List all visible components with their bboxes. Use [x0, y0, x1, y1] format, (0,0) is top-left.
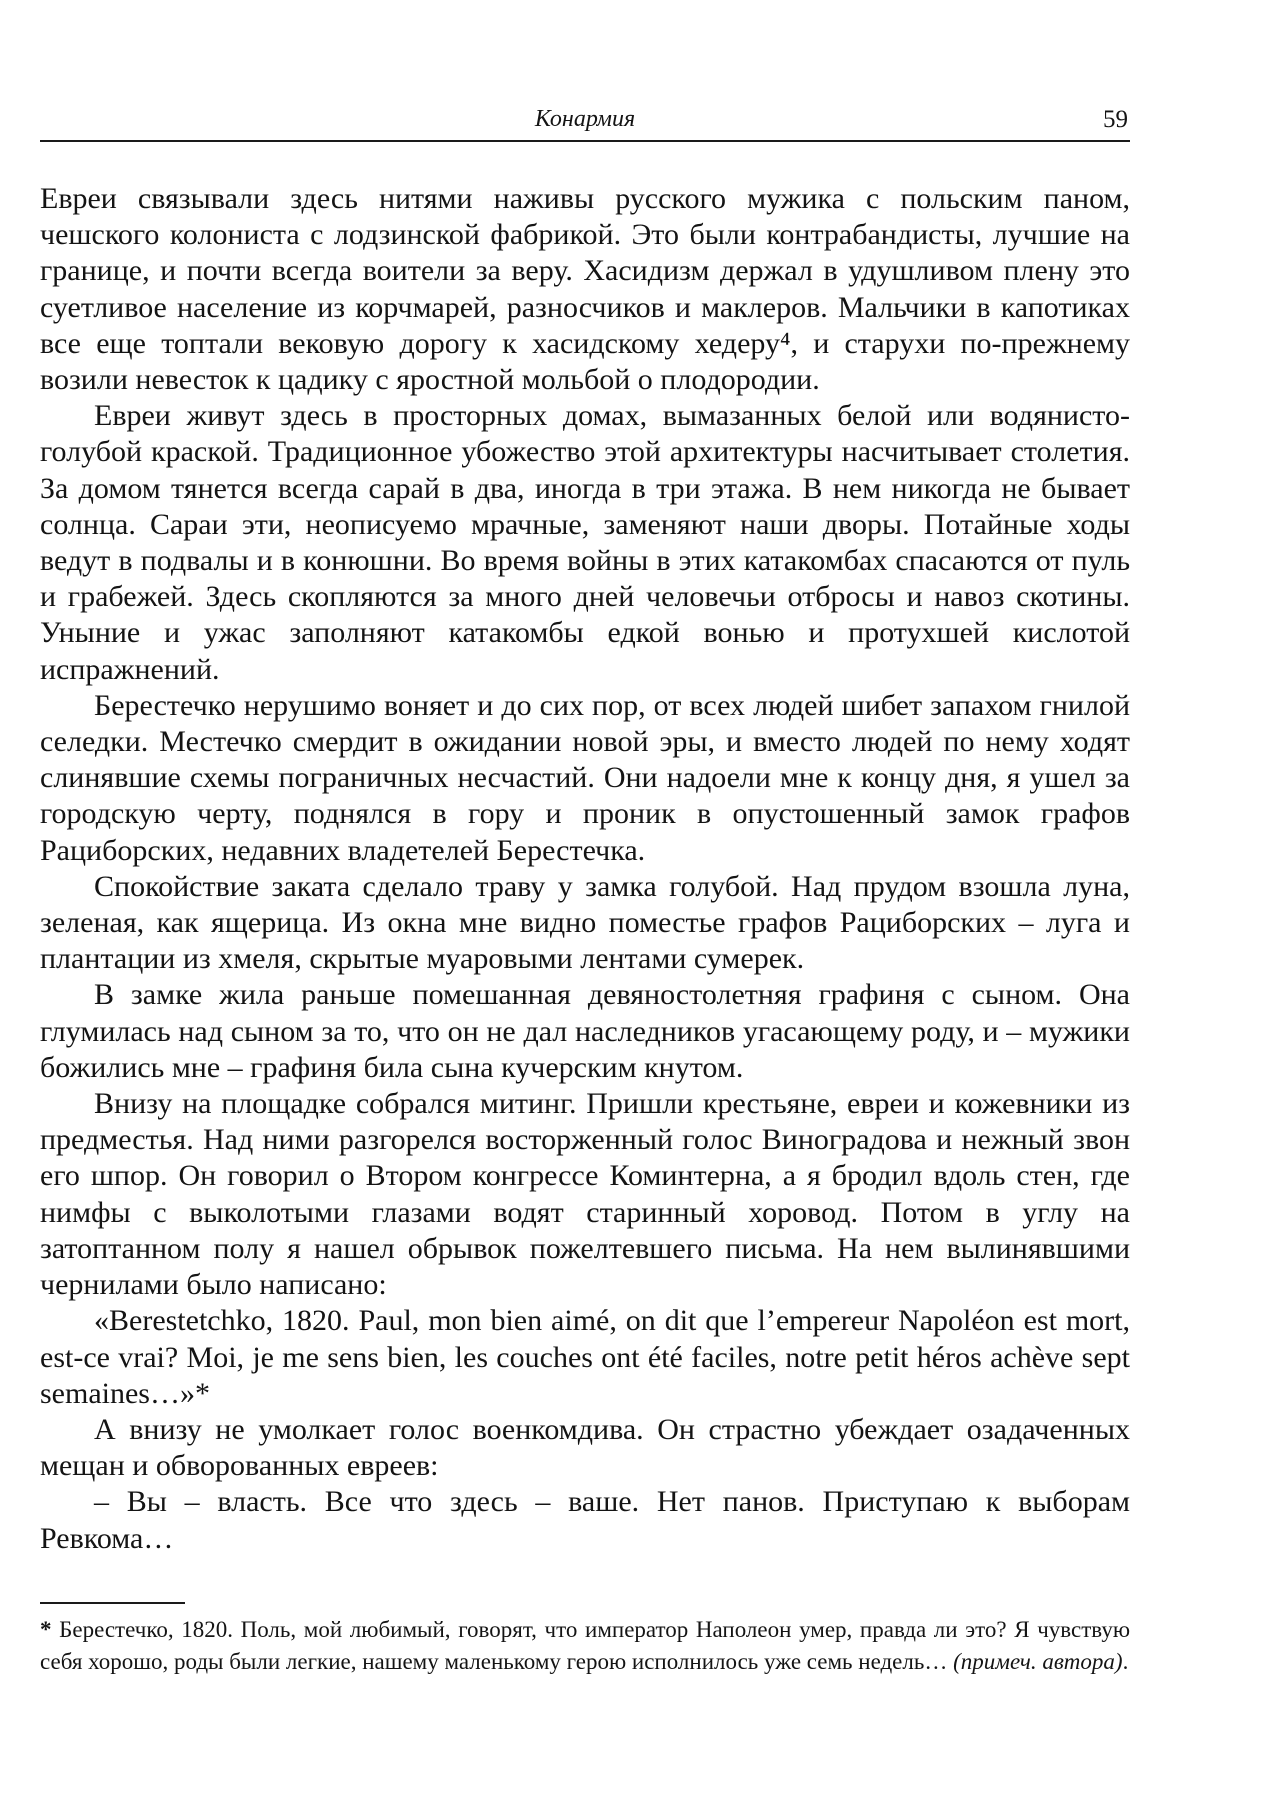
footnote	[40, 1614, 1130, 1678]
paragraph: Евреи живут здесь в просторных домах, вымазанных белой или водянисто-голубой краской. Традиционное убожество этой архитектуры насчитывает столетия. За домом тянется всегда сарай в два, иногда в три этажа. В нем никогда не бывает солнца. Сараи эти, неописуемо мрачные, заменяют наши дворы. Потайные ходы ведут в подвалы и в конюшни. Во время войны в этих катакомбах спасаются от пуль и грабежей. Здесь скопляются за много дней человечьи отбросы и навоз скотины. Уныние и ужас заполняют катакомбы едкой вонью и протухшей кислотой испражнений.	[40, 399, 1130, 686]
paragraph: Берестечко нерушимо воняет и до сих пор, от всех людей шибет запахом гнилой селедки. Местечко смердит в ожидании новой эры, и вместо людей по нему ходят слинявшие схемы пограничных несчастий. Они надоели мне к концу дня, я ушел за городскую черту, поднялся в гору и проник в опустошенный замок графов Рациборских, недавних владетелей Берестечка.	[40, 688, 1130, 867]
body-text	[40, 181, 1130, 1557]
running-title: Конармия	[534, 106, 636, 132]
paragraph: Евреи связывали здесь нитями наживы русского мужика с польским паном, чешского колониста с лодзинской фабрикой. Это были контрабандисты, лучшие на границе, и почти всегда воители за веру. Хасидизм держал в удушливом плену это суетливое население из корчмарей, разносчиков и маклеров. Мальчики в капотиках все еще топтали вековую дорогу к хасидскому хедеру⁴, и старухи по-прежнему возили невесток к цадику с яростной мольбой о плодородии.	[40, 182, 1130, 397]
footnote-divider	[40, 1602, 185, 1604]
paragraph: В замке жила раньше помешанная девяностолетняя графиня с сыном. Она глумилась над сыном за то, что он не дал наследников угасающему роду, и – мужики божились мне – графиня била сына кучерским кнутом.	[40, 978, 1130, 1084]
book-page	[40, 0, 1130, 1804]
page-number: 59	[1103, 106, 1128, 133]
paragraph: Внизу на площадке собрался митинг. Пришли крестьяне, евреи и кожевники из предместья. Над ними разгорелся восторженный голос Виноградова и нежный звон его шпор. Он говорил о Втором конгрессе Коминтерна, а я бродил вдоль стен, где нимфы с выколотыми глазами водят старинный хоровод. Потом в углу на затоптанном полу я нашел обрывок пожелтевшего письма. На нем вылинявшими чернилами было написано:	[40, 1087, 1130, 1302]
footnote-end: .	[1122, 1649, 1129, 1674]
dialogue-line: – Вы – власть. Все что здесь – ваше. Нет панов. Приступаю к выборам Ревкома…	[40, 1485, 1130, 1555]
paragraph: А внизу не умолкает голос военкомдива. Он страстно убеждает озадаченных мещан и обворованных евреев:	[40, 1412, 1130, 1483]
footnote-author-note: (примеч. автора)	[953, 1649, 1123, 1674]
footnote-text: Берестечко, 1820. Поль, мой любимый, говорят, что император Наполеон умер, правда ли это? Я чувствую себя хорошо, роды были легкие, нашему маленькому герою исполнилось уже семь недель…	[40, 1617, 1131, 1674]
footnote-mark: *	[40, 1617, 52, 1642]
paragraph: Спокойствие заката сделало траву у замка голубой. Над прудом взошла луна, зеленая, как ящерица. Из окна мне видно поместье графов Рациборских – луга и плантации из хмеля, скрытые муаровыми лентами сумерек.	[40, 869, 1130, 976]
running-header	[40, 104, 1130, 142]
french-letter-quote: «Berestetchko, 1820. Paul, mon bien aimé, on dit que l’empereur Napoléon est mort, est-ce vrai? Moi, je me sens bien, les couches ont été faciles, notre petit héros achève sept semaines…»*	[40, 1304, 1130, 1410]
